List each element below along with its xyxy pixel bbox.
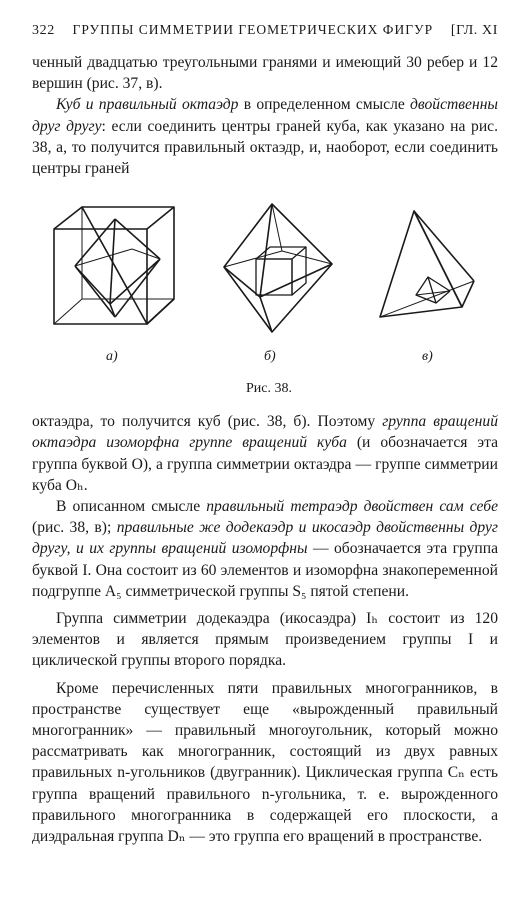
octahedron-with-cube-drawing [224,204,332,332]
paragraph-3: октаэдра, то получится куб (рис. 38, б). Поэтому группа вращений октаэдра изоморфна группе вращений куба (и обозначается эта группа буквой O), а группа симметрии октаэдра — группе симметрии куба Oₕ. [32,413,499,494]
paragraph-4: В описанном смысле правильный тетраэдр двойствен сам себе (рис. 38, в); правильные же додекаэдр и икосаэдр двойственны друг другу, и их группы вращений изоморфны — обозначается эта группа буквой I. Она состоит из 60 элементов и изоморфна знакопеременной подгруппе A₅ симметрической группы S₅ пятой степени. [32,498,498,600]
figure-caption: Рис. 38. [246,381,292,397]
tetrahedron-with-tetrahedron-drawing [380,211,474,317]
polyhedra-illustration [32,199,498,349]
sublabel-a: а) [106,349,118,365]
sublabel-b: б) [264,349,276,365]
book-page [32,22,498,847]
paragraph-1: ченный двадцатью треугольными гранями и имеющий 30 ребер и 12 вершин (рис. 37, в). [32,54,498,93]
body-text-top [32,52,498,179]
chapter-marker: [ГЛ. XI [450,23,498,38]
sublabel-v: в) [422,349,433,365]
paragraph-6: Кроме перечисленных пяти правильных многогранников, в пространстве существует еще «вырожденный правильный многогранник» — правильный многоугольник, который можно рассматривать как многогранник, состоящий из двух равных правильных n-угольников (двугранник). Циклическая группа Cₙ есть группа вращений правильного n-угольника, т. е. вырожденного правильного многогранника в содержащей его плоскости, а диэдральная группа Dₙ — это группа его вращений в пространстве. [32,679,498,846]
cube-with-octahedron-drawing [54,207,174,324]
body-text-bottom [32,411,498,847]
paragraph-2: Куб и правильный октаэдр в определенном смысле двойственны друг другу: если соединить центры граней куба, как указано на рис. 38, а, то получится правильный октаэдр, и, наоборот, если соединить центры граней [32,96,498,178]
page-number: 322 [32,23,55,38]
running-title: ГРУППЫ СИММЕТРИИ ГЕОМЕТРИЧЕСКИХ ФИГУР [72,22,434,37]
figure-sublabels [32,349,498,371]
paragraph-5: Группа симметрии додекаэдра (икосаэдра) Iₕ состоит из 120 элементов и является прямым произведением группы I и циклической группы второго порядка. [32,610,498,670]
figure-38 [32,199,498,349]
page-header [32,22,498,46]
